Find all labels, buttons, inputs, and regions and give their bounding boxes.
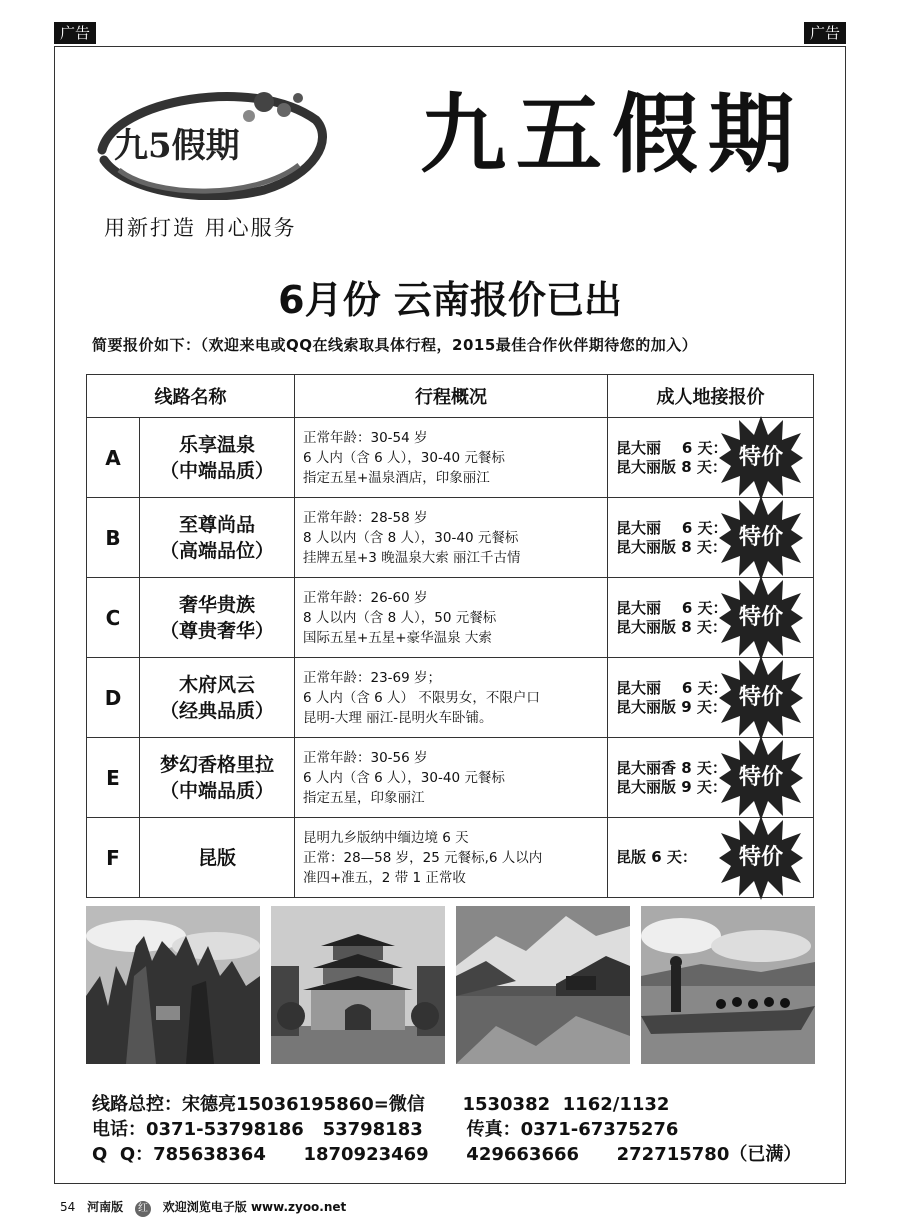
route-name-line: 奢华贵族 — [178, 593, 255, 616]
route-details — [295, 498, 608, 578]
brand-slogan: 用新打造 用心服务 — [104, 216, 297, 240]
detail-line: 6 人内（含 6 人），30-40 元餐标 — [303, 449, 505, 466]
price-line: 昆大丽 6 天： — [616, 598, 728, 617]
photo-black-dragon-pool — [456, 906, 630, 1064]
route-name-sub: （高端品位） — [159, 539, 274, 562]
special-price-badge — [719, 736, 803, 820]
special-price-label: 特价 — [738, 764, 783, 790]
route-price — [608, 578, 814, 658]
special-price-badge — [719, 576, 803, 660]
table-row — [87, 498, 814, 578]
route-details — [295, 578, 608, 658]
edition-circle-icon: 红 — [135, 1201, 151, 1217]
route-table — [86, 374, 814, 898]
price-line: 昆大丽 6 天： — [616, 678, 728, 697]
special-price-label: 特价 — [738, 444, 783, 470]
headline: 6月份 云南报价已出 — [278, 278, 622, 322]
route-name — [140, 418, 295, 498]
header-price: 成人地接报价 — [608, 375, 814, 418]
route-price — [608, 658, 814, 738]
route-code: C — [87, 578, 140, 658]
photo-ancient-gate — [271, 906, 445, 1064]
price-line: 昆版 6 天： — [616, 848, 697, 866]
route-details — [295, 818, 608, 898]
route-code: E — [87, 738, 140, 818]
route-price — [608, 738, 814, 818]
contact-line-phone: 电话：0371-53798186 53798183 传真：0371-67375276 — [92, 1119, 679, 1140]
route-name-line: 至尊尚品 — [178, 513, 255, 536]
stone-forest-image — [86, 906, 260, 1064]
detail-line: 准四+准五，2 带 1 正常收 — [303, 869, 466, 886]
route-name-sub: （中端品质） — [159, 779, 274, 802]
detail-line: 指定五星+温泉酒店，印象丽江 — [303, 469, 490, 486]
detail-line: 昆明-大理 丽江-昆明火车卧铺。 — [303, 709, 493, 726]
route-name-line: 乐享温泉 — [178, 433, 255, 456]
logo-text: 九5假期 — [114, 126, 240, 166]
ad-tag-right: 广告 — [804, 22, 846, 44]
route-name-sub: （经典品质） — [159, 699, 274, 722]
brand-logo — [84, 80, 334, 200]
route-price — [608, 498, 814, 578]
detail-line: 指定五星，印象丽江 — [303, 789, 425, 806]
header-route-name: 线路名称 — [87, 375, 295, 418]
price-line: 昆大丽版 9 天： — [616, 777, 727, 796]
route-name-line: 昆版 — [197, 846, 236, 869]
table-header-row — [87, 375, 814, 418]
price-line: 昆大丽香 8 天： — [616, 758, 727, 777]
special-price-label: 特价 — [738, 684, 783, 710]
price-line: 昆大丽 6 天： — [616, 518, 728, 537]
detail-line: 正常年龄：30-54 岁 — [303, 429, 428, 446]
photo-stone-forest — [86, 906, 260, 1064]
route-name — [140, 498, 295, 578]
special-price-badge — [719, 656, 803, 740]
special-price-label: 特价 — [738, 844, 783, 870]
brand-name: 九五假期 — [420, 84, 804, 185]
route-name — [140, 738, 295, 818]
route-details — [295, 418, 608, 498]
contact-line-qq: Q Q：785638364 1870923469 429663666 272715780（已满） — [92, 1144, 802, 1165]
route-code: F — [87, 818, 140, 898]
detail-line: 挂牌五星+3 晚温泉大索 丽江千古情 — [303, 549, 521, 566]
table-row — [87, 578, 814, 658]
contact-line-manager: 线路总控：宋德亮15036195860=微信 1530382 1162/1132 — [92, 1094, 670, 1115]
route-name — [140, 818, 295, 898]
route-code: A — [87, 418, 140, 498]
route-name-line: 梦幻香格里拉 — [159, 753, 274, 776]
lake-mountain-image — [456, 906, 630, 1064]
route-price — [608, 418, 814, 498]
special-price-badge — [719, 416, 803, 500]
intro-text: 简要报价如下：（欢迎来电或QQ在线索取具体行程，2015最佳合作伙伴期待您的加入） — [92, 336, 698, 354]
price-line: 昆大丽 6 天： — [616, 438, 728, 457]
photo-erhai-fishing — [641, 906, 815, 1064]
contact-info — [92, 1092, 801, 1167]
price-line: 昆大丽版 8 天： — [616, 537, 727, 556]
erhai-lake-image — [641, 906, 815, 1064]
route-name — [140, 658, 295, 738]
footer-note: 欢迎浏览电子版 www.zyoo.net — [162, 1200, 347, 1214]
detail-line: 正常年龄：30-56 岁 — [303, 749, 428, 766]
detail-line: 正常：28—58 岁，25 元餐标,6 人以内 — [303, 849, 543, 866]
special-price-badge — [719, 496, 803, 580]
detail-line: 正常年龄：26-60 岁 — [303, 589, 428, 606]
table-row — [87, 818, 814, 898]
detail-line: 6 人内（含 6 人） 不限男女，不限户口 — [303, 689, 540, 706]
route-details — [295, 658, 608, 738]
special-price-label: 特价 — [738, 604, 783, 630]
route-name-sub: （中端品质） — [159, 459, 274, 482]
page-footer — [60, 1198, 354, 1217]
route-details — [295, 738, 608, 818]
route-name-line: 木府风云 — [178, 673, 255, 696]
detail-line: 国际五星+五星+豪华温泉 大索 — [303, 629, 492, 646]
route-code: B — [87, 498, 140, 578]
route-code: D — [87, 658, 140, 738]
route-name-sub: （尊贵奢华） — [159, 619, 274, 642]
route-name — [140, 578, 295, 658]
price-line: 昆大丽版 8 天： — [616, 617, 727, 636]
detail-line: 正常年龄：23-69 岁； — [303, 669, 442, 686]
edition-label: 河南版 — [87, 1200, 124, 1214]
table-row — [87, 738, 814, 818]
header-itinerary: 行程概况 — [295, 375, 608, 418]
ancient-gate-image — [271, 906, 445, 1064]
detail-line: 8 人以内（含 8 人），30-40 元餐标 — [303, 529, 519, 546]
detail-line: 昆明九乡版纳中缅边境 6 天 — [303, 829, 469, 846]
detail-line: 正常年龄：28-58 岁 — [303, 509, 428, 526]
page-number: 54 — [60, 1200, 76, 1214]
table-row — [87, 658, 814, 738]
route-price — [608, 818, 814, 898]
detail-line: 6 人内（含 6 人），30-40 元餐标 — [303, 769, 505, 786]
detail-line: 8 人以内（含 8 人），50 元餐标 — [303, 609, 497, 626]
special-price-badge — [719, 816, 803, 900]
table-row — [87, 418, 814, 498]
price-line: 昆大丽版 8 天： — [616, 457, 727, 476]
ad-tag-left: 广告 — [54, 22, 96, 44]
special-price-label: 特价 — [738, 524, 783, 550]
price-line: 昆大丽版 9 天： — [616, 697, 727, 716]
